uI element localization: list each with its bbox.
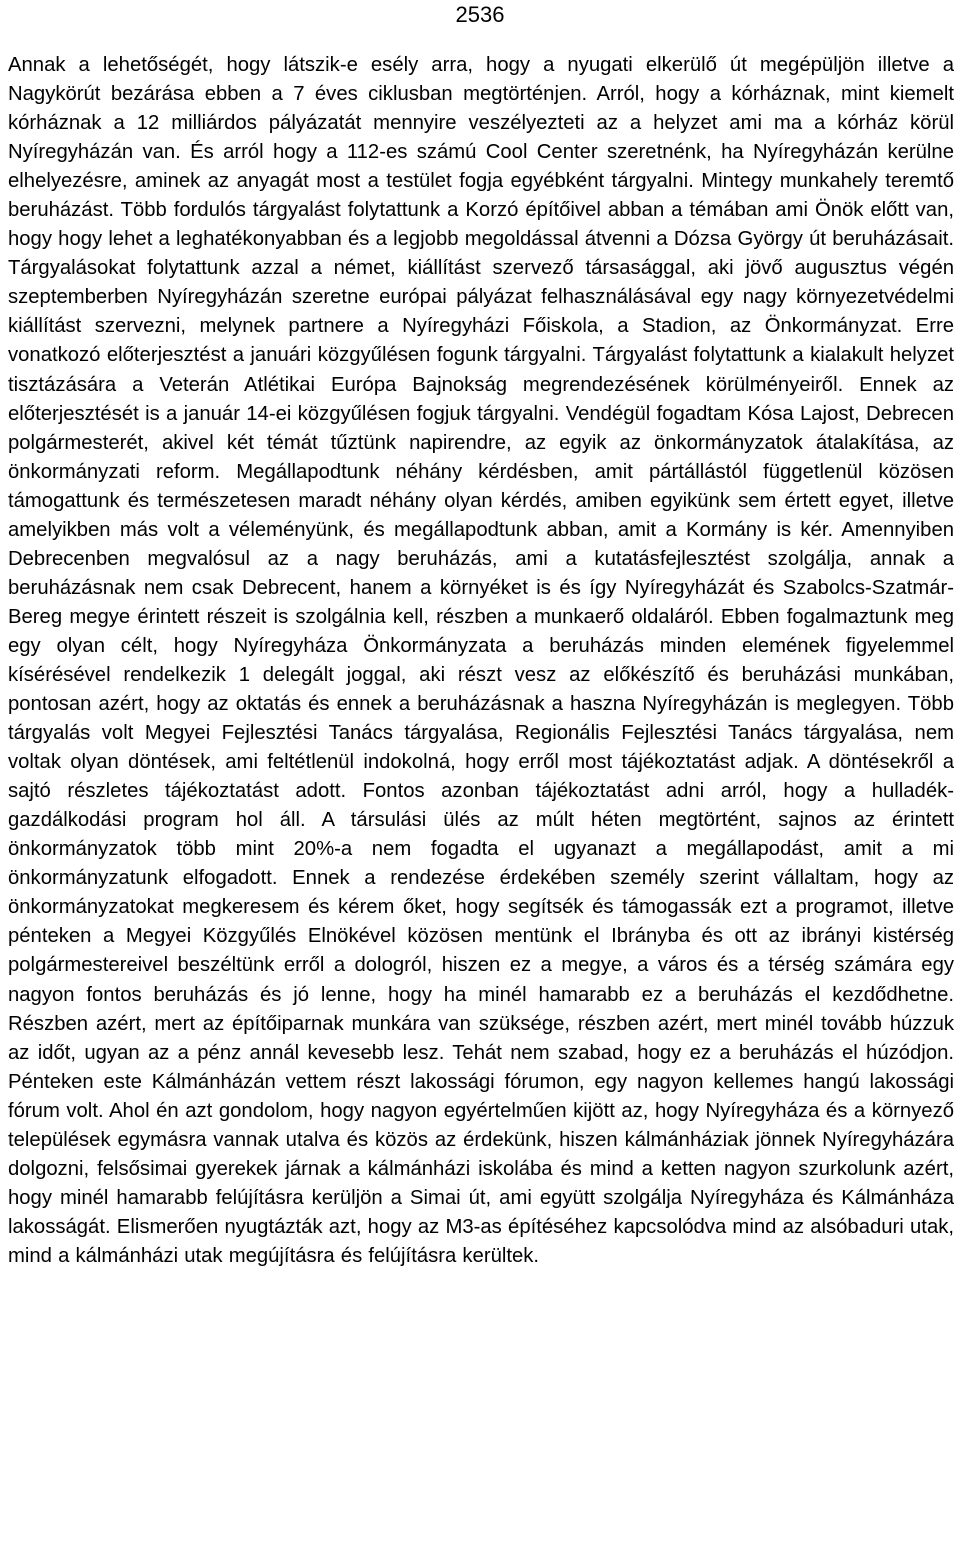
- body-paragraph: Annak a lehetőségét, hogy látszik-e esély arra, hogy a nyugati elkerülő út megépüljön illetve a Nagykörút bezárása ebben a 7 éves ciklusban megtörténjen. Arról, hogy a kórháznak, mint kiemelt kórháznak a 12 milliárdos pályázatát mennyire veszélyezteti az a helyzet ami ma a kórház körül Nyíregyházán van. És arról hogy a 112-es számú Cool Center szeretnénk, ha Nyíregyházán kerülne elhelyezésre, aminek az anyagát most a testület fogja egyébként tárgyalni. Mintegy munkahely teremtő beruházást. Több fordulós tárgyalást folytattunk a Korzó építőivel abban a témában ami Önök előtt van, hogy hogy lehet a leghatékonyabban és a legjobb megoldással átvenni a Dózsa György út beruházásait. Tárgyalásokat folytattunk azzal a német, kiállítást szervező társasággal, aki jövő augusztus végén szeptemberben Nyíregyházán szeretne európai pályázat felhasználásával egy nagy környezetvédelmi kiállítást szervezni, melynek partnere a Nyíregyházi Főiskola, a Stadion, az Önkormányzat. Erre vonatkozó előterjesztést a januári közgyűlésen fogunk tárgyalni. Tárgyalást folytattunk a kialakult helyzet tisztázására a Veterán Atlétikai Európa Bajnokság megrendezésének körülményeiről. Ennek az előterjesztését is a január 14-ei közgyűlésen fogjuk tárgyalni. Vendégül fogadtam Kósa Lajost, Debrecen polgármesterét, akivel két témát tűztünk napirendre, az egyik az önkormányzatok átalakítása, az önkormányzati reform. Megállapodtunk néhány kérdésben, amit pártállástól függetlenül közösen támogattunk és természetesen maradt néhány olyan kérdés, amiben egyikünk sem értett egyet, illetve amelyikben más volt a véleményünk, és megállapodtunk abban, amit a Kormány is kér. Amennyiben Debrecenben megvalósul az a nagy beruházás, ami a kutatásfejlesztést szolgálja, annak a beruházásnak nem csak Debrecent, hanem a környéket is és így Nyíregyházát és Szabolcs-Szatmár-Bereg megye érintett részeit is szolgálnia kell, részben a munkaerő oldaláról. Ebben fogalmaztunk meg egy olyan célt, hogy Nyíregyháza Önkormányzata a beruházás minden elemének figyelemmel kísérésével rendelkezik 1 delegált joggal, aki részt vesz az előkészítő és beruházási munkában, pontosan azért, hogy az oktatás és ennek a beruházásnak a haszna Nyíregyházán is meglegyen. Több tárgyalás volt Megyei Fejlesztési Tanács tárgyalása, Regionális Fejlesztési Tanács tárgyalása, nem voltak olyan döntések, ami feltétlenül indokolná, hogy erről most tájékoztatást adjak. A döntésekről a sajtó részletes tájékoztatást adott. Fontos azonban tájékoztatást adni arról, hogy a hulladék-gazdálkodási program hol áll. A társulási ülés az múlt héten megtörtént, sajnos az érintett önkormányzatok több mint 20%-a nem fogadta el ugyanazt a megállapodást, amit a mi önkormányzatunk elfogadott. Ennek a rendezése érdekében személy szerint vállaltam, hogy az önkormányzatokat megkeresem és kérem őket, hogy segítsék és támogassák ezt a programot, illetve pénteken a Megyei Közgyűlés Elnökével közösen mentünk el Ibrányba és ott az ibrányi kistérség polgármestereivel beszéltünk erről a dologról, hiszen ez a megye, a város és a térség számára egy nagyon fontos beruházás és jó lenne, hogy ha minél hamarabb ez a beruházás el kezdődhetne. Részben azért, mert az építőiparnak munkára van szüksége, részben azért, mert minél tovább húzzuk az időt, ugyan az a pénz annál kevesebb lesz. Tehát nem szabad, hogy ez a beruházás el húzódjon. Pénteken este Kálmánházán vettem részt lakossági fórumon, egy nagyon kellemes hangú lakossági fórum volt. Ahol én azt gondolom, hogy nagyon egyértelműen kijött az, hogy Nyíregyháza és a környező települések egymásra vannak utalva és közös az érdekünk, hiszen kálmánháziak jönnek Nyíregyházára dolgozni, felsősimai gyerekek járnak a kálmánházi iskolába és mind a ketten nagyon szurkolunk azért, hogy minél hamarabb felújításra kerüljön a Simai út, ami együtt szolgálja Nyíregyháza és Kálmánháza lakosságát. Elismerően nyugtázták azt, hogy az M3-as építéséhez kapcsolódva mind az alsóbaduri utak, mind a kálmánházi utak megújításra és felújításra kerültek.: [8, 54, 954, 1267]
- page-number: 2536: [455, 2, 505, 27]
